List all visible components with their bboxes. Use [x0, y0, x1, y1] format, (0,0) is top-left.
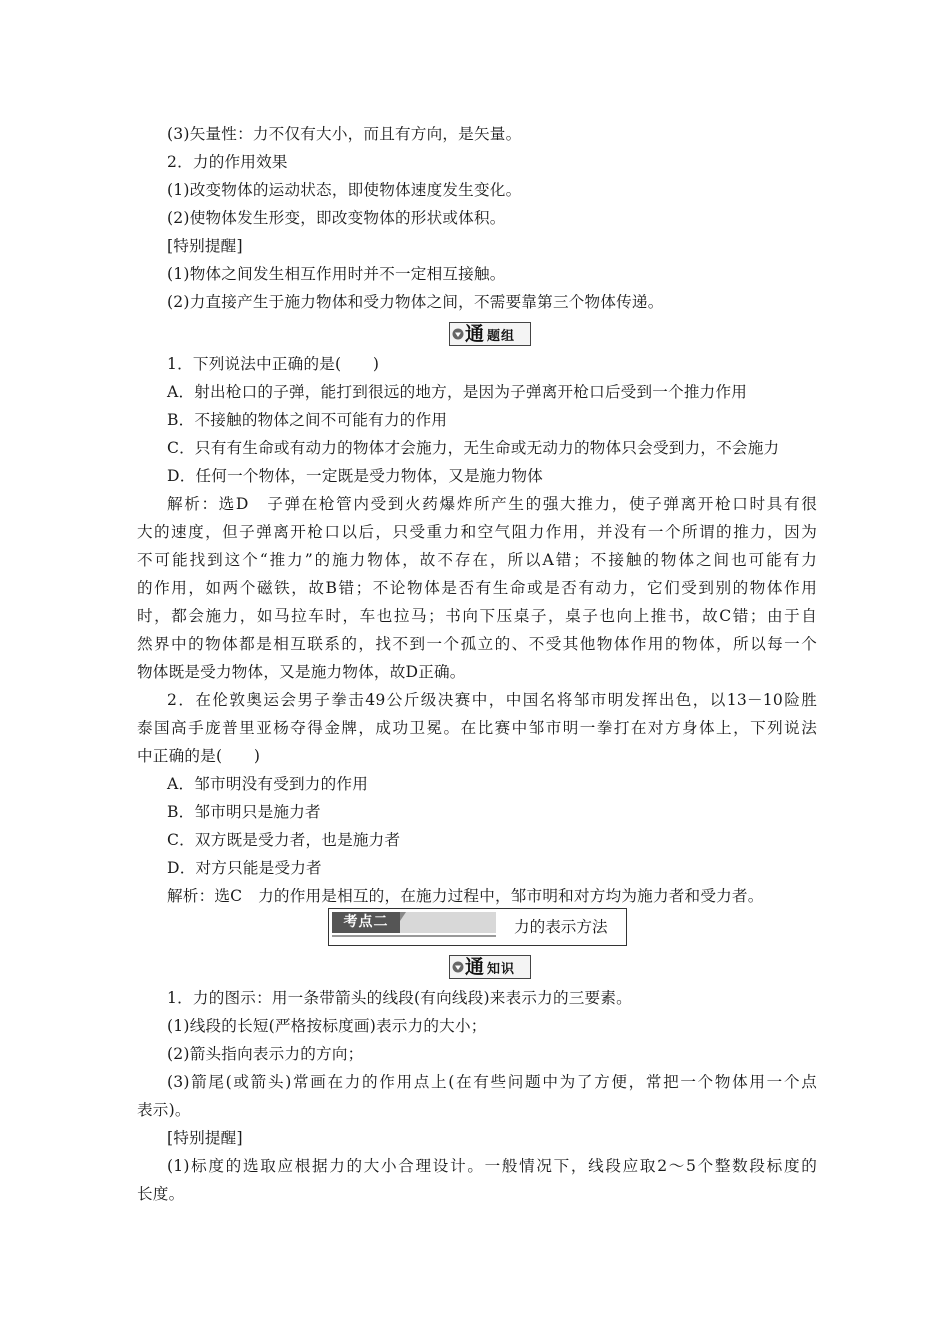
text-line-effect-1: (1)改变物体的运动状态，即使物体速度发生变化。: [167, 181, 522, 199]
question-1-option-d: D．任何一个物体，一定既是受力物体，又是施力物体: [167, 467, 543, 485]
text-line-segment-length: (1)线段的长短(严格按标度画)表示力的大小；: [167, 1017, 487, 1035]
question-2-stem-line-2: 泰国高手庞普里亚杨夺得金牌，成功卫冕。在比赛中邹市明一拳打在对方身体上，下列说法: [137, 719, 817, 737]
question-1-option-c: C．只有有生命或有动力的物体才会施力，无生命或无动力的物体只会受到力，不会施力: [167, 439, 780, 457]
header-title: 力的表示方法: [514, 918, 608, 936]
header-bar: [400, 912, 496, 933]
text-line-special-note-label: [特别提醒]: [167, 237, 243, 255]
question-1-analysis-line-3: 不可能找到这个“推力”的施力物体，故不存在，所以A错；不接触的物体之间也可能有力: [137, 551, 817, 569]
triangle-down-icon: [452, 328, 464, 340]
question-1-analysis-line-6: 然界中的物体都是相互联系的，找不到一个孤立的、不受其他物体作用的物体，所以每一个: [137, 635, 817, 653]
text-line-note-2: (2)力直接产生于施力物体和受力物体之间，不需要靠第三个物体传递。: [167, 293, 664, 311]
text-line-effect-2: (2)使物体发生形变，即改变物体的形状或体积。: [167, 209, 506, 227]
badge-big-char: 通: [465, 956, 485, 978]
text-line-arrow-tail-1: (3)箭尾(或箭头)常画在力的作用点上(在有些问题中为了方便，常把一个物体用一个点: [167, 1073, 817, 1091]
text-line-scale-note-2: 长度。: [137, 1185, 185, 1203]
text-line-force-diagram: 1．力的图示：用一条带箭头的线段(有向线段)来表示力的三要素。: [167, 989, 632, 1007]
question-1-analysis-line-2: 大的速度，但子弹离开枪口以后，只受重力和空气阻力作用，并没有一个所谓的推力，因为: [137, 523, 817, 541]
section-header-kaodian-2: [328, 908, 627, 946]
question-2-analysis: 解析：选C 力的作用是相互的，在施力过程中，邹市明和对方均为施力者和受力者。: [167, 887, 764, 905]
question-2-stem-line-1: 2．在伦敦奥运会男子拳击49公斤级决赛中，中国名将邹市明发挥出色，以13－10险胜: [167, 691, 817, 709]
question-1-analysis-line-7: 物体既是受力物体，又是施力物体，故D正确。: [137, 663, 466, 681]
badge-small-text: 题组: [487, 328, 516, 344]
text-line-special-note-label-2: [特别提醒]: [167, 1129, 243, 1147]
question-1-analysis-line-4: 的作用，如两个磁铁，故B错；不论物体是否有生命或是否有动力，它们受到别的物体作用: [137, 579, 817, 597]
text-line-vector-property: (3)矢量性：力不仅有大小，而且有方向，是矢量。: [167, 125, 522, 143]
text-line-scale-note-1: (1)标度的选取应根据力的大小合理设计。一般情况下，线段应取2～5个整数段标度的: [167, 1157, 817, 1175]
question-1-option-a: A．射出枪口的子弹，能打到很远的地方，是因为子弹离开枪口后受到一个推力作用: [167, 383, 748, 401]
question-2-stem-line-3: 中正确的是( ): [137, 747, 261, 765]
question-1-analysis-line-1: 解析：选D 子弹在枪管内受到火药爆炸所产生的强大推力，使子弹离开枪口时具有很: [167, 495, 817, 513]
question-1-option-b: B．不接触的物体之间不可能有力的作用: [167, 411, 448, 429]
question-2-option-d: D．对方只能是受力者: [167, 859, 322, 877]
header-fold-corner: [400, 912, 406, 921]
section-badge-tongtizu: [449, 322, 531, 346]
section-badge-tongzhishi: [449, 955, 531, 979]
badge-small-text: 知识: [487, 961, 516, 977]
triangle-down-icon: [452, 961, 464, 973]
text-line-arrow-tail-2: 表示)。: [137, 1101, 191, 1119]
question-2-option-b: B．邹市明只是施力者: [167, 803, 321, 821]
badge-big-char: 通: [465, 323, 485, 345]
question-2-option-c: C．双方既是受力者，也是施力者: [167, 831, 401, 849]
text-line-heading-force-effect: 2．力的作用效果: [167, 153, 288, 171]
header-underline: [332, 935, 496, 937]
question-1-stem: 1．下列说法中正确的是( ): [167, 355, 380, 373]
header-label: 考点二: [332, 912, 400, 933]
question-1-analysis-line-5: 时，都会施力，如马拉车时，车也拉马；书向下压桌子，桌子也向上推书，故C错；由于自: [137, 607, 817, 625]
text-line-note-1: (1)物体之间发生相互作用时并不一定相互接触。: [167, 265, 506, 283]
question-2-option-a: A．邹市明没有受到力的作用: [167, 775, 368, 793]
text-line-arrow-direction: (2)箭头指向表示力的方向；: [167, 1045, 364, 1063]
